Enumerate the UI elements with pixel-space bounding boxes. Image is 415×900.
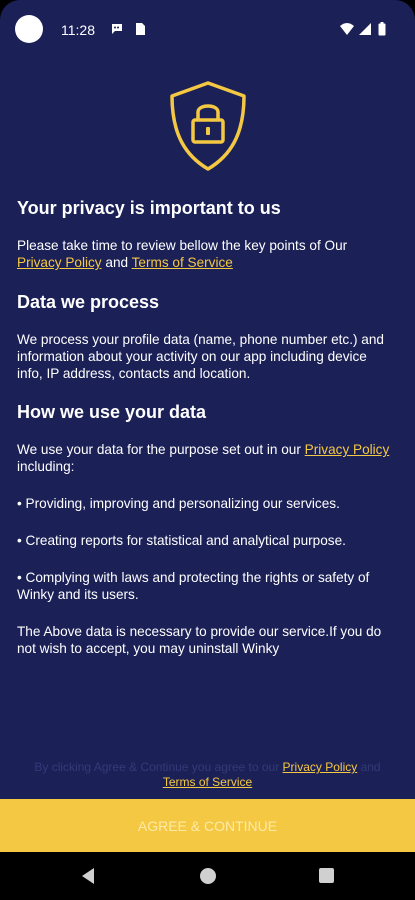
battery-icon <box>378 22 386 41</box>
system-nav-bar <box>0 852 415 900</box>
wifi-icon <box>339 22 355 41</box>
use-text: We use your data for the purpose set out in our <box>17 442 301 457</box>
intro-text: Please take time to review bellow the key points of Our <box>17 238 348 253</box>
footer-terms-of-service-link[interactable]: Terms of Service <box>162 775 253 789</box>
use-privacy-policy-link[interactable]: Privacy Policy <box>304 442 390 457</box>
agree-continue-button[interactable]: AGREE & CONTINUE <box>0 799 415 852</box>
and-text: and <box>105 255 129 270</box>
data-process-heading: Data we process <box>17 292 160 312</box>
recents-square-icon[interactable] <box>318 867 335 889</box>
intro-paragraph <box>17 237 395 271</box>
bullet-item: • Providing, improving and personalizing our services. <box>17 496 340 511</box>
bullet-item: • Complying with laws and protecting the rights or safety of Winky and its users. <box>17 570 370 602</box>
back-triangle-icon[interactable] <box>80 867 96 890</box>
consent-note <box>20 760 395 790</box>
shield-lock-icon <box>168 80 248 172</box>
cellular-signal-icon <box>358 22 372 41</box>
privacy-policy-link[interactable]: Privacy Policy <box>17 255 102 270</box>
footer-and-text: and <box>360 760 381 774</box>
status-time: 11:28 <box>61 22 95 38</box>
closing-text: The Above data is necessary to provide our service.If you do not wish to accept, you may uninstall Winky <box>17 624 382 656</box>
terms-of-service-link[interactable]: Terms of Service <box>131 255 233 270</box>
use-text-after: including: <box>17 459 75 474</box>
data-process-text: We process your profile data (name, phone number etc.) and information about your activity on our app including device info, IP address, contacts and location. <box>17 332 384 381</box>
bullet-item: • Creating reports for statistical and analytical purpose. <box>17 533 346 548</box>
page-title: Your privacy is important to us <box>17 198 281 218</box>
status-bar <box>0 0 415 58</box>
consent-text: By clicking Agree & Continue you agree to our <box>34 760 280 774</box>
home-circle-icon[interactable] <box>199 867 217 890</box>
footer-privacy-policy-link[interactable]: Privacy Policy <box>282 760 358 774</box>
use-heading: How we use your data <box>17 402 207 422</box>
use-paragraph <box>17 441 395 475</box>
camera-cutout <box>15 15 43 43</box>
sim-card-icon <box>134 22 146 41</box>
message-bubble-icon <box>110 22 124 41</box>
privacy-content <box>17 198 395 657</box>
